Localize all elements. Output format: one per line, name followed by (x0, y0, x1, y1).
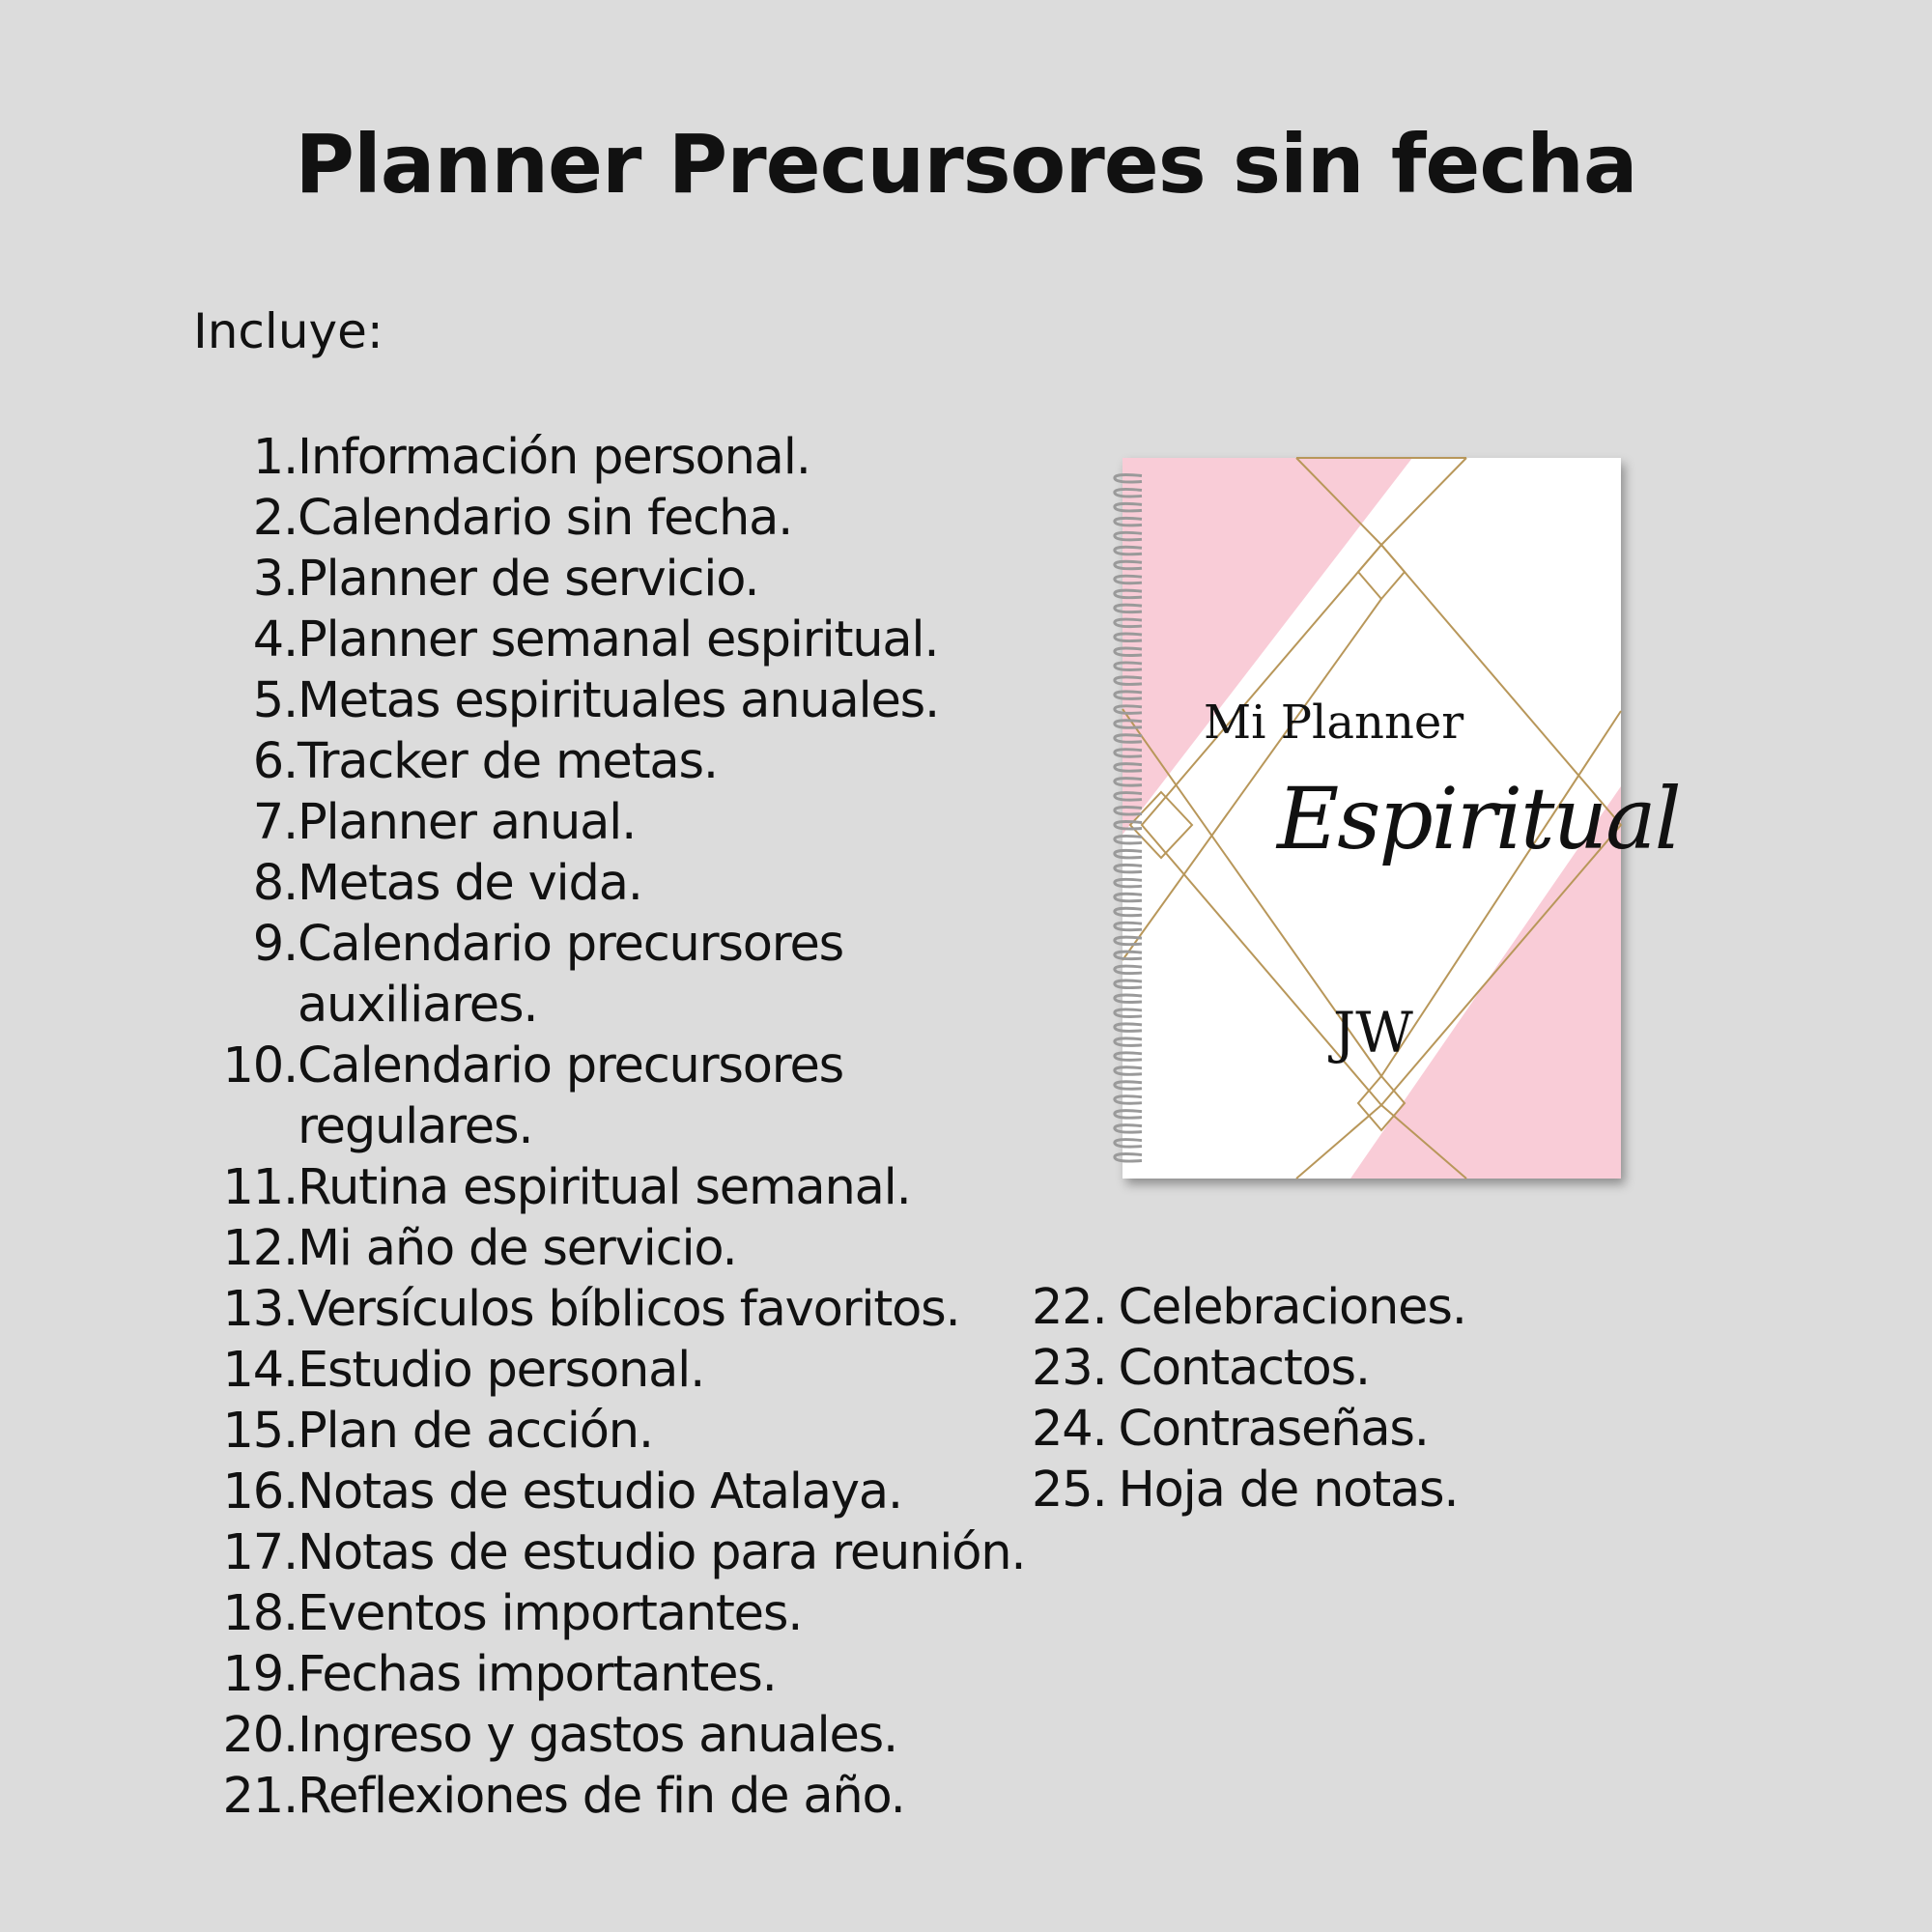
spiral-ring (1115, 1096, 1142, 1104)
list-item-text: Calendario precursores regulares. (298, 1037, 844, 1155)
list-item (1032, 1399, 1573, 1460)
list-item-text: Información personal. (298, 429, 810, 486)
spiral-ring (1115, 1038, 1142, 1046)
cover-title-line3: JW (1333, 1000, 1413, 1065)
spiral-ring (1115, 1140, 1142, 1148)
list-item-text: Estudio personal. (298, 1342, 705, 1399)
list-item-text: Versículos bíblicos favoritos. (298, 1281, 960, 1338)
spiral-ring (1115, 836, 1142, 843)
list-item-number: 9. (252, 916, 298, 973)
list-item-number: 19. (222, 1646, 298, 1703)
spiral-ring (1115, 764, 1142, 772)
list-item-number: 11. (222, 1159, 298, 1216)
list-item-number: 17. (222, 1524, 298, 1581)
list-item-number: 15. (222, 1403, 298, 1460)
list-item-text: Planner semanal espiritual. (298, 611, 939, 668)
spiral-ring (1115, 908, 1142, 916)
list-item (213, 1644, 1063, 1705)
list-item (213, 1705, 1063, 1766)
spiral-ring (1115, 677, 1142, 685)
list-item-text: Rutina espiritual semanal. (298, 1159, 911, 1216)
list-item-number: 24. (1032, 1401, 1107, 1458)
spiral-ring (1115, 1067, 1142, 1075)
spiral-ring (1115, 995, 1142, 1003)
spiral-ring (1115, 850, 1142, 858)
spiral-ring (1115, 590, 1142, 598)
list-item-text: Notas de estudio Atalaya. (298, 1463, 902, 1520)
spiral-ring (1115, 634, 1142, 641)
spiral-ring (1115, 821, 1142, 829)
list-item (1032, 1277, 1573, 1338)
list-item-number: 25. (1032, 1462, 1107, 1519)
spiral-ring (1115, 879, 1142, 887)
list-item (213, 549, 1063, 610)
spiral-ring (1115, 619, 1142, 627)
list-item-number: 8. (252, 855, 298, 912)
list-item-text: Calendario sin fecha. (298, 490, 793, 547)
list-item-number: 10. (222, 1037, 298, 1094)
list-item-number: 14. (222, 1342, 298, 1399)
notebook-cover (1122, 458, 1680, 1179)
spiral-ring (1115, 937, 1142, 945)
list-item-text: Metas espirituales anuales. (298, 672, 940, 729)
list-item-number: 23. (1032, 1340, 1107, 1397)
cover-title-line1: Mi Planner (1204, 696, 1464, 750)
list-item-text: Eventos importantes. (298, 1585, 803, 1642)
list-item-text: Hoja de notas. (1118, 1462, 1459, 1519)
list-item-text: Metas de vida. (298, 855, 642, 912)
spiral-ring (1115, 721, 1142, 728)
spiral-ring (1115, 547, 1142, 554)
cover-title-line2: Espiritual (1277, 769, 1680, 868)
list-item-number: 18. (222, 1585, 298, 1642)
list-item-number: 7. (252, 794, 298, 851)
page-title: Planner Precursores sin fecha (295, 117, 1637, 212)
spiral-binding-icon (1109, 471, 1148, 1165)
list-item-text: Contraseñas. (1118, 1401, 1429, 1458)
spiral-ring (1115, 923, 1142, 930)
list-item (213, 1766, 1063, 1827)
list-item (1032, 1460, 1573, 1520)
list-item (213, 853, 1063, 914)
list-item-text: Ingreso y gastos anuales. (298, 1707, 897, 1764)
list-item-number: 20. (222, 1707, 298, 1764)
list-item-number: 5. (252, 672, 298, 729)
spiral-ring (1115, 1024, 1142, 1032)
list-item-number: 1. (252, 429, 298, 486)
spiral-ring (1115, 706, 1142, 714)
list-item (213, 670, 1063, 731)
spiral-ring (1115, 1082, 1142, 1090)
spiral-ring (1115, 503, 1142, 511)
list-item (213, 1036, 1063, 1157)
spiral-ring (1115, 952, 1142, 959)
spiral-ring (1115, 1111, 1142, 1119)
spiral-ring (1115, 489, 1142, 497)
spiral-ring (1115, 648, 1142, 656)
list-item-text: Calendario precursores auxiliares. (298, 916, 844, 1034)
spiral-ring (1115, 980, 1142, 988)
list-item-number: 2. (252, 490, 298, 547)
list-item-text: Mi año de servicio. (298, 1220, 737, 1277)
list-item-number: 21. (222, 1768, 298, 1825)
spiral-ring (1115, 692, 1142, 699)
list-item (213, 914, 1063, 1036)
feature-list-right (1032, 1277, 1573, 1520)
intro-label: Incluye: (193, 303, 384, 359)
list-item (213, 427, 1063, 488)
list-item-text: Fechas importantes. (298, 1646, 777, 1703)
list-item (213, 1279, 1063, 1340)
list-item (213, 1157, 1063, 1218)
list-item-number: 4. (252, 611, 298, 668)
spiral-ring (1115, 1053, 1142, 1061)
spiral-ring (1115, 1009, 1142, 1017)
spiral-ring (1115, 576, 1142, 583)
spiral-ring (1115, 532, 1142, 540)
spiral-ring (1115, 1154, 1142, 1162)
list-item-number: 12. (222, 1220, 298, 1277)
list-item-text: Tracker de metas. (298, 733, 718, 790)
list-item-number: 3. (252, 551, 298, 608)
spiral-ring (1115, 966, 1142, 974)
spiral-ring (1115, 808, 1142, 815)
list-item-text: Celebraciones. (1118, 1279, 1466, 1336)
list-item (213, 1583, 1063, 1644)
list-item (213, 1340, 1063, 1401)
list-item-text: Contactos. (1118, 1340, 1370, 1397)
spiral-ring (1115, 735, 1142, 743)
list-item-text: Plan de acción. (298, 1403, 653, 1460)
spiral-ring (1115, 605, 1142, 612)
list-item (213, 792, 1063, 853)
list-item (213, 488, 1063, 549)
list-item (213, 1401, 1063, 1462)
planner-cover-image (1109, 458, 1680, 1179)
spiral-ring (1115, 518, 1142, 526)
spiral-ring (1115, 894, 1142, 901)
list-item-text: Notas de estudio para reunión. (298, 1524, 1026, 1581)
spiral-ring (1115, 750, 1142, 757)
list-item (213, 731, 1063, 792)
spiral-ring (1115, 793, 1142, 801)
list-item-number: 13. (222, 1281, 298, 1338)
list-item (213, 610, 1063, 670)
spiral-ring (1115, 474, 1142, 482)
list-item (213, 1462, 1063, 1522)
list-item-number: 16. (222, 1463, 298, 1520)
spiral-ring (1115, 561, 1142, 569)
list-item-text: Reflexiones de fin de año. (298, 1768, 905, 1825)
feature-list-left (213, 427, 1063, 1827)
spiral-ring (1115, 865, 1142, 872)
list-item-text: Planner de servicio. (298, 551, 759, 608)
list-item (213, 1218, 1063, 1279)
spiral-ring (1115, 779, 1142, 786)
spiral-ring (1115, 1125, 1142, 1133)
list-item (1032, 1338, 1573, 1399)
list-item (213, 1522, 1063, 1583)
list-item-number: 6. (252, 733, 298, 790)
spiral-ring (1115, 663, 1142, 670)
list-item-number: 22. (1032, 1279, 1107, 1336)
list-item-text: Planner anual. (298, 794, 637, 851)
